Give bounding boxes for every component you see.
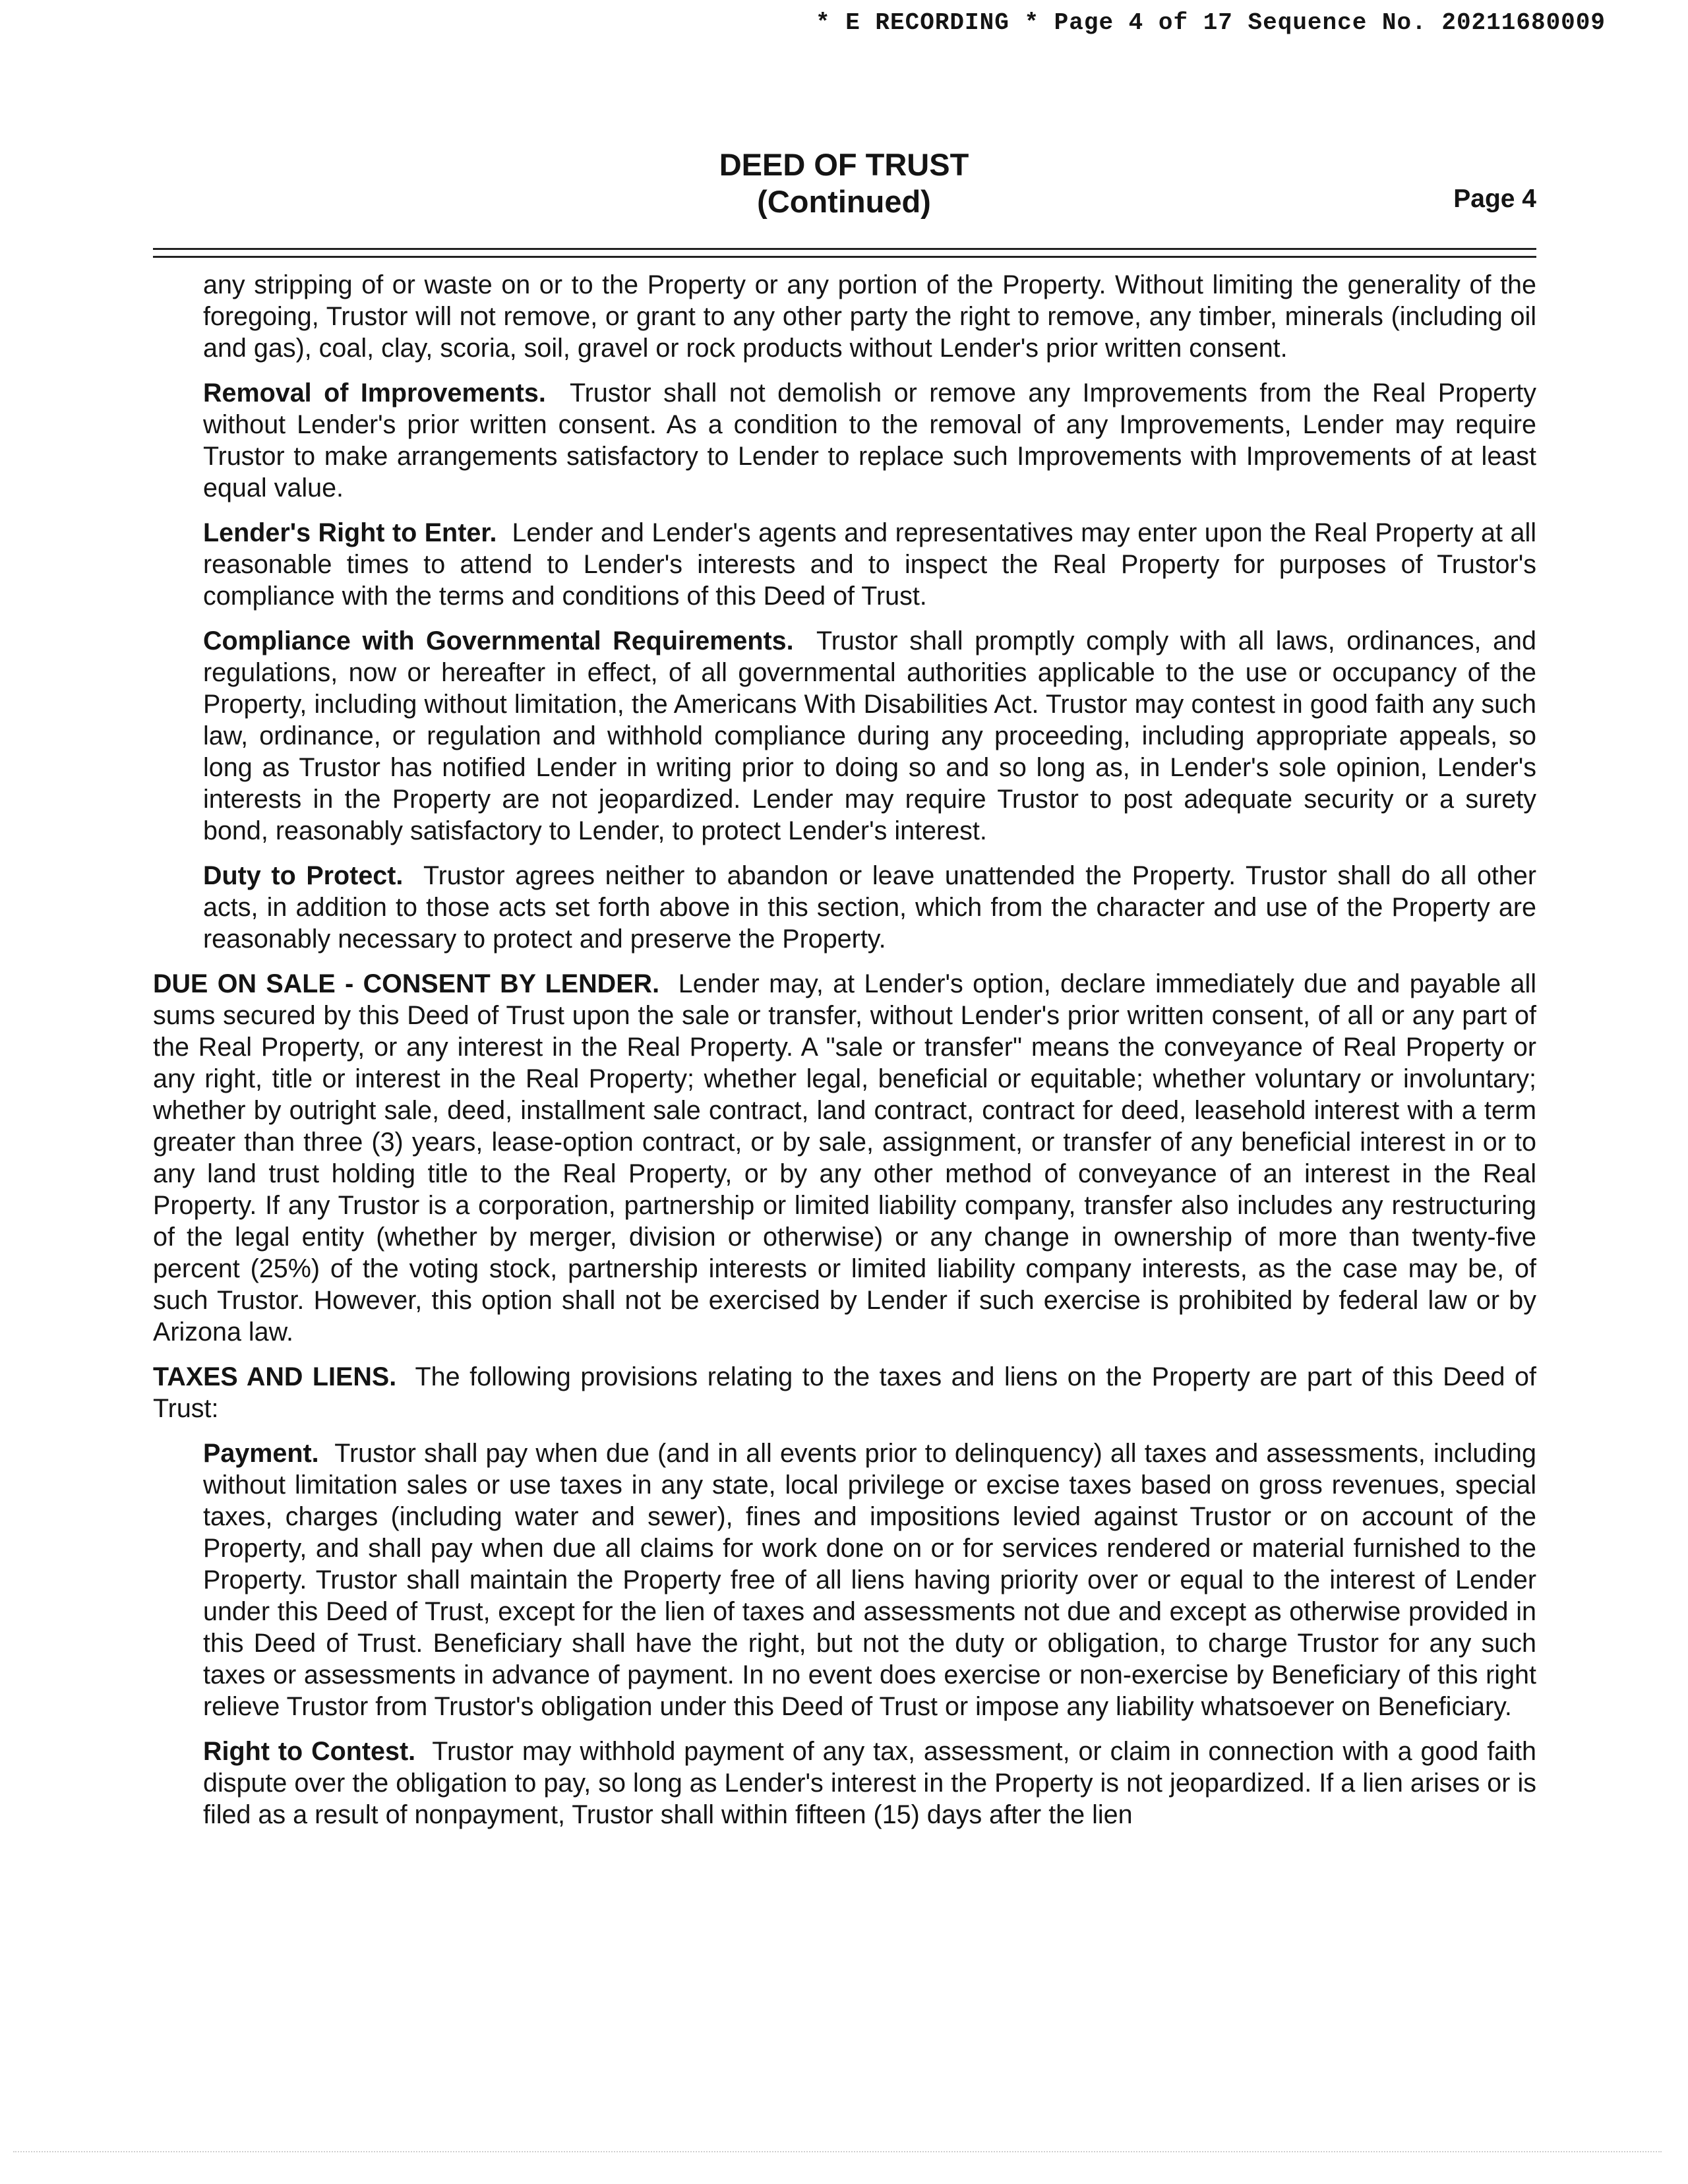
paragraph-text: Trustor shall not demolish or remove any Improvements from the Real Property without Lender's prior written consent. As a condition to the removal of any Improvements, Lender may require Trustor to make arrangements satisfactory to Lender to replace such Improvements with Improvements of at least equal value. [203,379,1536,502]
paragraph-heading: Removal of Improvements. [203,379,546,408]
section-heading: TAXES AND LIENS. [153,1362,397,1391]
page-number: Page 4 [1453,185,1536,213]
recording-stamp: * E RECORDING * Page 4 of 17 Sequence No. 20211680009 [816,9,1606,36]
payment-paragraph [203,1438,1536,1722]
taxes-and-liens-paragraph [153,1361,1536,1424]
document-title: DEED OF TRUST [719,147,969,182]
removal-of-improvements-paragraph [203,377,1536,504]
paragraph-text: Trustor shall promptly comply with all laws, ordinances, and regulations, now or hereafter in effect, of all governmental authorities applicable to the use or occupancy of the Property, including without limitation, the Americans With Disabilities Act. Trustor may contest in good faith any such law, ordinance, or regulation and withhold compliance during any proceeding, including appropriate appeals, so long as Trustor has notified Lender in writing prior to doing so and so long as, in Lender's sole opinion, Lender's interests in the Property are not jeopardized. Lender may require Trustor to post adequate security or a surety bond, reasonably satisfactory to Lender, to protect Lender's interest. [203,626,1536,845]
header-divider-bottom [153,256,1536,258]
paragraph-heading: Compliance with Governmental Requirements. [203,626,794,655]
paragraph-text: Lender and Lender's agents and representatives may enter upon the Real Property at all reasonable times to attend to Lender's interests and to inspect the Real Property for purposes of Trustor's compliance with the terms and conditions of this Deed of Trust. [203,518,1536,611]
document-subtitle: (Continued) [757,184,931,219]
right-to-enter-paragraph [203,517,1536,612]
paragraph-heading: Duty to Protect. [203,861,404,890]
paragraph-text: Trustor agrees neither to abandon or leave unattended the Property. Trustor shall do all other acts, in addition to those acts set forth above in this section, which from the character and use of the Property are reasonably necessary to protect and preserve the Property. [203,861,1536,954]
compliance-paragraph [203,625,1536,847]
paragraph-text: The following provisions relating to the taxes and liens on the Property are part of this Deed of Trust: [153,1362,1536,1423]
paragraph-text: any stripping of or waste on or to the Property or any portion of the Property. Without limiting the generality of the foregoing, Trustor will not remove, or grant to any other party the right to remove, any timber, minerals (including oil and gas), coal, clay, scoria, soil, gravel or rock products without Lender's prior written consent. [203,270,1536,363]
paragraph-heading: Right to Contest. [203,1737,416,1766]
right-to-contest-paragraph [203,1736,1536,1831]
paragraph-heading: Lender's Right to Enter. [203,518,497,547]
duty-to-protect-paragraph [203,860,1536,955]
document-body [153,269,1536,1831]
paragraph-text: Trustor shall pay when due (and in all events prior to delinquency) all taxes and assessments, including without limitation sales or use taxes in any state, local privilege or excise taxes based on gross revenues, special taxes, charges (including water and sewer), fines and impositions levied against Trustor or on account of the Property, and shall pay when due all claims for work done on or for services rendered or material furnished to the Property. Trustor shall maintain the Property free of all liens having priority over or equal to the interest of Lender under this Deed of Trust, except for the lien of taxes and assessments not due and except as otherwise provided in this Deed of Trust. Beneficiary shall have the right, but not the duty or obligation, to charge Trustor for any such taxes or assessments in advance of payment. In no event does exercise or non-exercise by Beneficiary of this right relieve Trustor from Trustor's obligation under this Deed of Trust or impose any liability whatsoever on Beneficiary. [203,1439,1536,1721]
waste-paragraph-continued [203,269,1536,364]
paragraph-text: Lender may, at Lender's option, declare immediately due and payable all sums secured by this Deed of Trust upon the sale or transfer, without Lender's prior written consent, of all or any part of the Real Property, or any interest in the Real Property. A "sale or transfer" means the conveyance of Real Property or any right, title or interest in the Real Property; whether legal, beneficial or equitable; whether voluntary or involuntary; whether by outright sale, deed, installment sale contract, land contract, contract for deed, leasehold interest with a term greater than three (3) years, lease-option contract, or by sale, assignment, or transfer of any beneficial interest in or to any land trust holding title to the Real Property, or by any other method of conveyance of an interest in the Real Property. If any Trustor is a corporation, partnership or limited liability company, transfer also includes any restructuring of the legal entity (whether by merger, division or otherwise) or any change in ownership of more than twenty-five percent (25%) of the voting stock, partnership interests or limited liability company interests, as the case may be, of such Trustor. However, this option shall not be exercised by Lender if such exercise is prohibited by federal law or by Arizona law. [153,969,1536,1347]
paragraph-heading: Payment. [203,1439,319,1468]
scan-edge-line [13,2151,1662,2152]
header-divider-top [153,248,1536,250]
paragraph-text: Trustor may withhold payment of any tax, assessment, or claim in connection with a good faith dispute over the obligation to pay, so long as Lender's interest in the Property is not jeopardized. If a lien arises or is filed as a result of nonpayment, Trustor shall within fifteen (15) days after the lien [203,1737,1536,1829]
document-title-block [0,146,1688,220]
section-heading: DUE ON SALE - CONSENT BY LENDER. [153,969,660,998]
due-on-sale-paragraph [153,968,1536,1348]
